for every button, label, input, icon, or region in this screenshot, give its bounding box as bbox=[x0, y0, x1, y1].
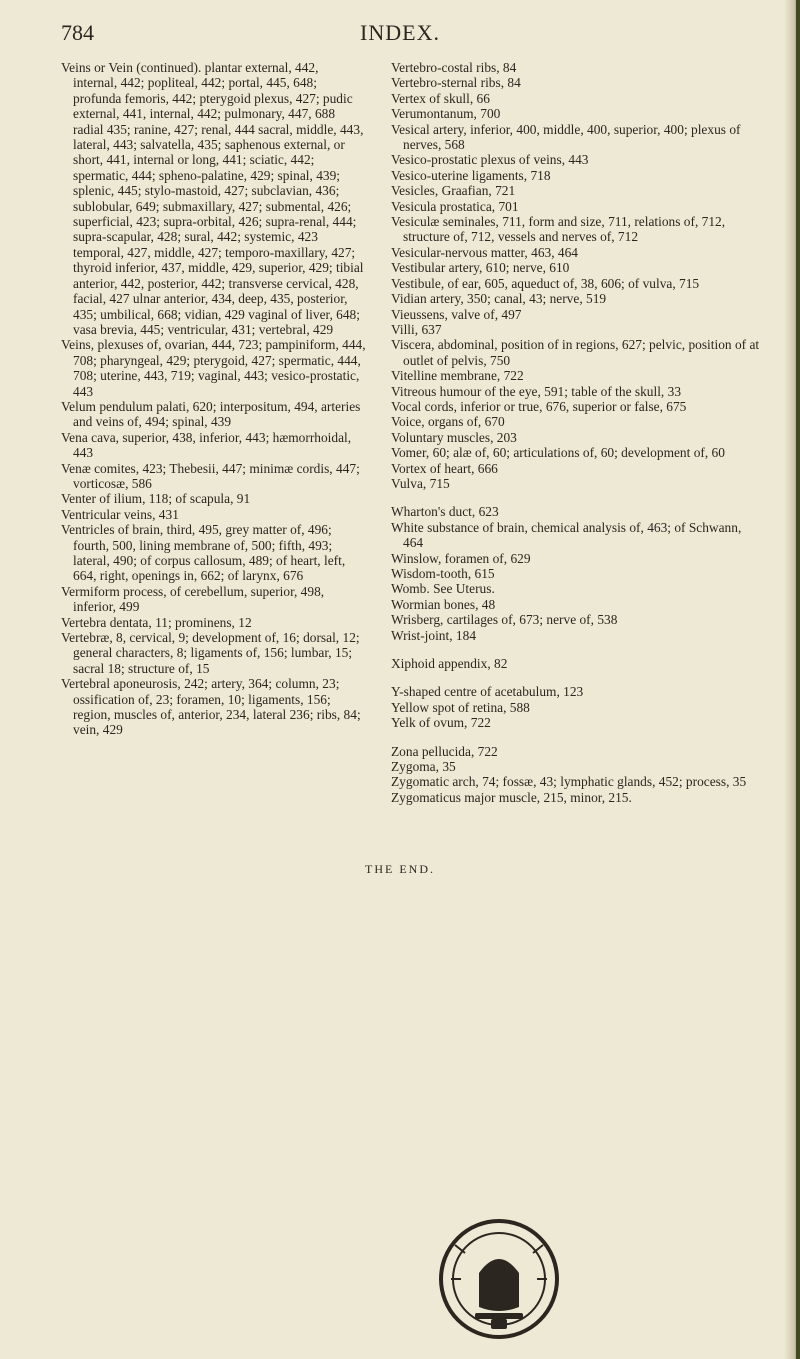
index-entry-heading: Xiphoid bbox=[391, 656, 435, 672]
index-entry-references: humour of the eye, 591; table of the skull, 33 bbox=[436, 383, 682, 399]
index-entry-references: plexuses of, ovarian, 444, 723; pampiniform, 444, 708; pharyngeal, 429; pterygoid, 427; spermatic, 444, 708; uterine, 443, 719; vaginal, 443; vesico-prostatic, 443 bbox=[73, 337, 366, 399]
index-entry-heading: Ventricles bbox=[61, 522, 115, 538]
index-entry-references: abdominal, position of in regions, 627; pelvic, position of at outlet of pelvis, 750 bbox=[403, 337, 760, 368]
index-entry bbox=[391, 291, 761, 306]
index-entry bbox=[391, 430, 761, 445]
index-entry-heading: Winslow, bbox=[391, 550, 442, 566]
index-entry bbox=[61, 615, 366, 630]
index-entry-heading: Yelk bbox=[391, 715, 416, 731]
index-entry bbox=[391, 152, 761, 167]
index-entry-heading: Vertebro-sternal bbox=[391, 75, 478, 91]
index-entry-references: veins, 431 bbox=[120, 506, 179, 522]
index-entry bbox=[391, 337, 761, 368]
index-entry-heading: Wharton's bbox=[391, 504, 446, 520]
index-group-z bbox=[391, 744, 761, 806]
index-entry bbox=[61, 60, 366, 337]
index-entry-references: ribs, 84 bbox=[472, 60, 517, 75]
index-entry bbox=[391, 91, 761, 106]
index-entry bbox=[391, 445, 761, 460]
index-entry-heading: Vesico-uterine bbox=[391, 167, 469, 183]
index-entry-heading: Vermiform bbox=[61, 583, 120, 599]
index-entry-references: 60; alæ of, 60; articulations of, 60; development of, 60 bbox=[429, 445, 725, 461]
index-entry bbox=[391, 122, 761, 153]
index-entry-heading: Vulva, bbox=[391, 475, 427, 491]
index-entry-heading: Venæ bbox=[61, 460, 91, 476]
index-entry bbox=[61, 630, 366, 676]
index-entry bbox=[61, 399, 366, 430]
index-entry-heading: Viscera, bbox=[391, 337, 435, 353]
index-entry-references: 700 bbox=[476, 106, 501, 122]
index-entry bbox=[391, 307, 761, 322]
index-entry-references: bones, 48 bbox=[440, 596, 496, 612]
index-entry-heading: Vertebræ, bbox=[61, 630, 113, 646]
index-entry bbox=[391, 260, 761, 275]
index-entry bbox=[391, 790, 761, 805]
index-entry bbox=[391, 628, 761, 643]
index-group-v bbox=[391, 60, 761, 491]
index-entry bbox=[61, 584, 366, 615]
page-title: INDEX. bbox=[360, 20, 440, 45]
index-entry-heading: Vortex bbox=[391, 460, 427, 476]
index-entry-references: (continued). plantar external, 442, internal, 442; popliteal, 442; portal, 445, 648; profunda femoris, 442; pterygoid plexus, 427; pudic external, 441, internal, 442; pulmonary, 447, 688 radial 435; ranine, 427; renal, 444 sacral, middle, 443, lateral, 443; salvatella, 435; saphenous external, or short, 441, internal or long, 441; sciatic, 442; spermatic, 444; spheno-palatine, 429; spinal, 439; splenic, 445; stylo-mastoid, 427; subclavian, 436; sublobular, 649; submaxillary, 427; submental, 426; superficial, 423; supra-orbital, 426; supra-renal, 444; supra-scapular, 428; sural, 442; systemic, 423 temporal, 427, middle, 427; temporo-maxillary, 427; thyroid inferior, 437, middle, 429, superior, 429; tibial anterior, 442, posterior, 442; transverse cervical, 428, facial, 427 ulnar anterior, 434, deep, 435, posterior, 435; umbilical, 668; vidian, 429 vaginal of liver, 648; vasa brevia, 445; ventricular, 431; vertebral, 429 bbox=[73, 60, 364, 337]
index-entry-references: of heart, 666 bbox=[426, 460, 498, 476]
index-entry-heading: Yellow bbox=[391, 699, 430, 715]
index-entry-heading: Zona bbox=[391, 743, 419, 759]
index-entry-references: cava, superior, 438, inferior, 443; hæmorrhoidal, 443 bbox=[73, 429, 352, 461]
index-entry-references: 8, cervical, 9; development of, 16; dorsal, 12; general characters, 8; ligaments of, 156; lumbar, 15; sacral 18; structure of, 15 bbox=[73, 630, 360, 676]
index-entry-references: ligaments, 718 bbox=[468, 167, 551, 183]
index-entry-heading: Vomer, bbox=[391, 445, 430, 461]
page-edge-binding bbox=[796, 0, 800, 1359]
index-entry-heading: Womb. bbox=[391, 581, 430, 597]
index-entry-references: comites, 423; Thebesii, 447; minimæ cordis, 447; vorticosæ, 586 bbox=[73, 460, 360, 491]
index-entry-heading: Wisdom-tooth, bbox=[391, 566, 472, 581]
index-column-right bbox=[391, 60, 761, 805]
index-entry-references: prostatica, 701 bbox=[436, 198, 519, 214]
index-entry-heading: Vestibule, bbox=[391, 275, 445, 291]
index-group-x bbox=[391, 656, 761, 671]
index-entry-references: 184 bbox=[452, 627, 477, 643]
index-entry-references: duct, 623 bbox=[445, 504, 499, 520]
index-entry bbox=[391, 368, 761, 383]
index-entry-heading: Vocal bbox=[391, 398, 422, 414]
index-entry-heading: Vertebra bbox=[61, 614, 107, 630]
index-entry-references: of ilium, 118; of scapula, 91 bbox=[95, 491, 251, 507]
index-entry-references: organs of, 670 bbox=[424, 414, 505, 430]
index-entry-heading: Vestibular bbox=[391, 260, 446, 276]
index-entry bbox=[61, 461, 366, 492]
index-entry-heading: Vesico-prostatic bbox=[391, 152, 478, 168]
index-entry-heading: Wrist-joint, bbox=[391, 627, 453, 643]
index-entry bbox=[391, 322, 761, 337]
index-entry bbox=[391, 461, 761, 476]
index-entry-heading: Zygoma, bbox=[391, 759, 439, 775]
index-entry-references: pellucida, 722 bbox=[418, 743, 498, 759]
index-entry bbox=[391, 759, 761, 774]
index-entry-references: of ear, 605, aqueduct of, 38, 606; of vulva, 715 bbox=[444, 275, 700, 291]
index-entry bbox=[61, 430, 366, 461]
page-number: 784 bbox=[61, 20, 94, 45]
index-entry-references: artery, inferior, 400, middle, 400, superior, 400; plexus of nerves, 568 bbox=[403, 121, 741, 153]
index-entry-references: cartilages of, 673; nerve of, 538 bbox=[443, 612, 618, 628]
index-entry-heading: Vertex bbox=[391, 90, 426, 106]
index-entry bbox=[391, 245, 761, 260]
index-entry-heading: Ventricular bbox=[61, 506, 121, 522]
index-entry-references: 35 bbox=[438, 759, 456, 775]
index-entry-heading: Vesical bbox=[391, 121, 430, 137]
index-entry-references: process, of cerebellum, superior, 498, inferior, 499 bbox=[73, 583, 325, 615]
index-entry bbox=[61, 491, 366, 506]
index-entry-references: dentata, 11; prominens, 12 bbox=[106, 614, 252, 630]
index-entry-heading: Vitelline bbox=[391, 368, 438, 384]
index-entry-references: of brain, third, 495, grey matter of, 496; fourth, 500, lining membrane of, 500; fifth, 493; lateral, 490; of corpus callosum, 489; of heart, left, 664, right, openings in, 662; of larynx, 676 bbox=[73, 522, 346, 584]
index-entry-heading: Y-shaped bbox=[391, 684, 441, 700]
index-entry-references: substance of brain, chemical analysis of, 463; of Schwann, 464 bbox=[403, 519, 742, 551]
index-entry-references: of skull, 66 bbox=[425, 90, 490, 106]
index-entry-heading: Vena bbox=[61, 429, 88, 445]
index-entry-heading: Wrisberg, bbox=[391, 612, 444, 628]
index-entry-heading: Verumontanum, bbox=[391, 106, 477, 122]
index-entry-heading: Vesiculæ bbox=[391, 214, 440, 230]
index-entry-references: centre of acetabulum, 123 bbox=[440, 684, 584, 700]
index-entry-references: major muscle, 215, minor, 215. bbox=[460, 789, 632, 805]
index-entry bbox=[391, 744, 761, 759]
index-column-left bbox=[61, 60, 366, 738]
index-entry-heading: Veins or Vein bbox=[61, 60, 133, 75]
index-entry bbox=[391, 476, 761, 491]
index-entry-references: aponeurosis, 242; artery, 364; column, 23; ossification of, 23; foramen, 10; ligaments, 156; region, muscles of, anterior, 234, lateral 236; ribs, 84; vein, 429 bbox=[73, 676, 361, 738]
index-group-w bbox=[391, 504, 761, 643]
index-entry bbox=[391, 414, 761, 429]
index-entry bbox=[391, 700, 761, 715]
index-entry-heading: Villi, bbox=[391, 321, 419, 337]
index-entry bbox=[391, 214, 761, 245]
index-entry-references: 615 bbox=[471, 566, 495, 581]
index-entry bbox=[391, 60, 761, 75]
index-entry-heading: Zygomaticus bbox=[391, 789, 461, 805]
index-entry-heading: White bbox=[391, 519, 424, 535]
index-entry bbox=[391, 276, 761, 291]
index-entry-heading: Vesicula bbox=[391, 198, 437, 214]
index-entry-references: seminales, 711, form and size, 711, relations of, 712, structure of, 712, vessels and nerves of, 712 bbox=[403, 214, 726, 245]
index-entry bbox=[61, 337, 366, 399]
index-entry bbox=[391, 106, 761, 121]
index-entry bbox=[61, 522, 366, 584]
index-entry-references: valve of, 497 bbox=[447, 306, 522, 322]
index-entry bbox=[391, 199, 761, 214]
index-entry-heading: Wormian bbox=[391, 596, 441, 612]
index-entry-references: ribs, 84 bbox=[477, 75, 521, 91]
index-group-y bbox=[391, 684, 761, 730]
index-entry-references: of ovum, 722 bbox=[415, 715, 491, 731]
index-entry-references: See Uterus. bbox=[429, 581, 495, 597]
index-entry bbox=[391, 774, 761, 789]
index-entry bbox=[391, 566, 761, 581]
index-entry-references: muscles, 203 bbox=[443, 429, 517, 445]
index-entry bbox=[391, 168, 761, 183]
index-entry-references: foramen of, 629 bbox=[441, 550, 531, 566]
index-entry bbox=[391, 75, 761, 90]
index-entry-heading: Voice, bbox=[391, 414, 425, 430]
index-entry-heading: Venter bbox=[61, 491, 96, 507]
index-entry-heading: Vitreous bbox=[391, 383, 437, 399]
index-entry bbox=[391, 384, 761, 399]
index-entry-heading: Vesicular-nervous bbox=[391, 244, 488, 260]
index-entry-references: membrane, 722 bbox=[437, 368, 524, 384]
index-entry bbox=[391, 399, 761, 414]
index-entry-references: appendix, 82 bbox=[434, 656, 508, 672]
index-entry bbox=[61, 507, 366, 522]
index-entry-references: artery, 610; nerve, 610 bbox=[445, 260, 570, 276]
index-entry-heading: Velum bbox=[61, 398, 96, 414]
index-entry-references: matter, 463, 464 bbox=[487, 244, 578, 260]
index-entry bbox=[391, 581, 761, 596]
index-entry-references: Graafian, 721 bbox=[438, 183, 516, 199]
index-entry-references: pendulum palati, 620; interpositum, 494, arteries and veins of, 494; spinal, 439 bbox=[73, 398, 361, 430]
index-entry bbox=[391, 551, 761, 566]
index-entry-references: 637 bbox=[418, 321, 442, 337]
index-entry-heading: Vertebro-costal bbox=[391, 60, 473, 75]
index-entry bbox=[391, 612, 761, 627]
the-end-label: THE END. bbox=[365, 862, 435, 876]
index-entry bbox=[391, 504, 761, 519]
index-entry-references: artery, 350; canal, 43; nerve, 519 bbox=[426, 291, 607, 307]
index-entry-heading: Zygomatic bbox=[391, 774, 450, 790]
index-entry bbox=[391, 715, 761, 730]
index-entry-heading: Vertebral bbox=[61, 676, 111, 692]
index-entry bbox=[391, 656, 761, 671]
index-entry-references: cords, inferior or true, 676, superior or false, 675 bbox=[421, 398, 687, 414]
index-entry bbox=[391, 520, 761, 551]
index-entry-heading: Vesicles, bbox=[391, 183, 439, 199]
index-entry-heading: Vidian bbox=[391, 291, 427, 307]
index-entry-references: arch, 74; fossæ, 43; lymphatic glands, 452; process, 35 bbox=[449, 774, 747, 790]
index-entry bbox=[61, 676, 366, 738]
index-entry bbox=[391, 183, 761, 198]
index-entry bbox=[391, 597, 761, 612]
index-entry-references: 715 bbox=[426, 475, 450, 491]
index-entry-references: plexus of veins, 443 bbox=[477, 152, 589, 168]
library-seal-icon bbox=[435, 1215, 563, 1347]
index-entry-heading: Voluntary bbox=[391, 429, 444, 445]
index-entry bbox=[391, 684, 761, 699]
index-entry-references: spot of retina, 588 bbox=[429, 699, 530, 715]
index-entry-heading: Vieussens, bbox=[391, 306, 448, 322]
index-entry-heading: Veins, bbox=[61, 337, 95, 353]
